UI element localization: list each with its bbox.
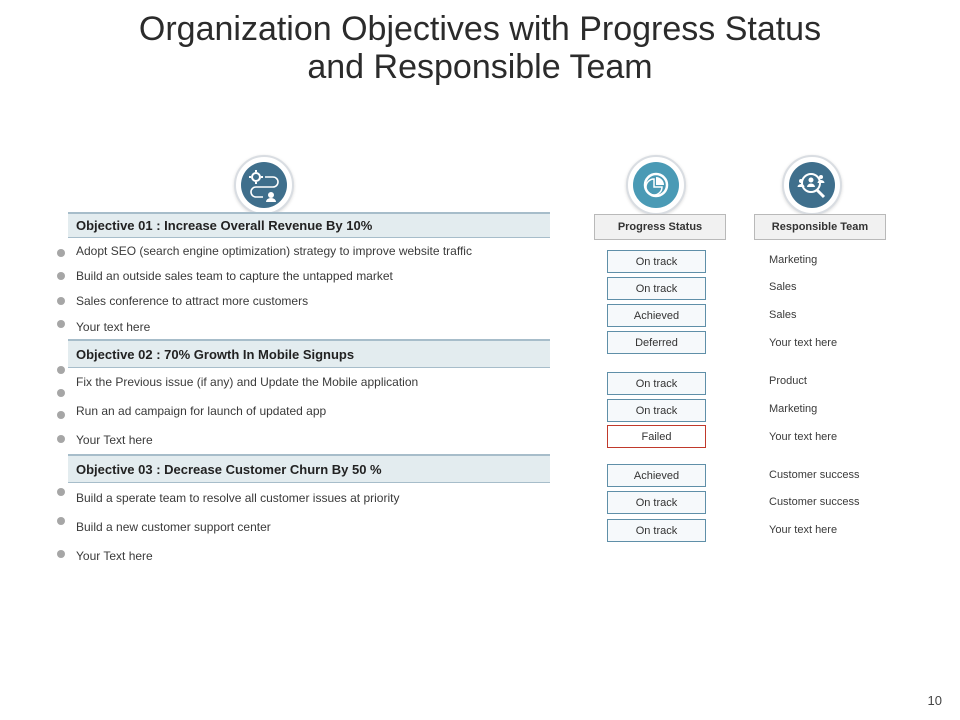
team-icon-badge	[782, 155, 842, 215]
objective-02-header: Objective 02 : 70% Growth In Mobile Signups	[68, 339, 550, 368]
objective-03-header: Objective 03 : Decrease Customer Churn By 50 %	[68, 454, 550, 483]
page-title-line-1: Organization Objectives with Progress Status	[138, 10, 822, 48]
bullet	[57, 320, 65, 328]
team-label: Customer success	[769, 469, 860, 481]
objective-03-item-3: Your Text here	[76, 549, 153, 563]
progress-icon-badge	[626, 155, 686, 215]
team-label: Your text here	[769, 524, 838, 536]
objective-01-item-3: Sales conference to attract more customers	[76, 294, 309, 308]
gear-workflow-icon	[241, 162, 287, 208]
status-badge-failed: Failed	[607, 425, 706, 448]
team-label: Sales	[769, 281, 797, 293]
objectives-icon-badge	[234, 155, 294, 215]
objective-01-header: Objective 01 : Increase Overall Revenue By 10%	[68, 212, 550, 238]
objective-02-item-1: Fix the Previous issue (if any) and Update the Mobile application	[76, 375, 419, 389]
objective-01-item-2: Build an outside sales team to capture the untapped market	[76, 269, 393, 283]
team-label: Your text here	[769, 431, 838, 443]
objective-01-item-1: Adopt SEO (search engine optimization) strategy to improve website traffic	[76, 244, 472, 258]
status-badge: On track	[607, 277, 706, 300]
status-badge: On track	[607, 372, 706, 395]
status-badge: Achieved	[607, 304, 706, 327]
status-badge: On track	[607, 399, 706, 422]
page-title-line-2: and Responsible Team	[307, 48, 653, 86]
progress-status-header: Progress Status	[594, 214, 726, 240]
objective-03-item-1: Build a sperate team to resolve all customer issues at priority	[76, 491, 400, 505]
bullet	[57, 517, 65, 525]
status-badge: Deferred	[607, 331, 706, 354]
team-label: Product	[769, 375, 807, 387]
team-label: Customer success	[769, 496, 860, 508]
bullet	[57, 389, 65, 397]
team-label: Marketing	[769, 254, 818, 266]
responsible-team-header: Responsible Team	[754, 214, 886, 240]
bullet	[57, 272, 65, 280]
team-search-icon	[789, 162, 835, 208]
team-label: Your text here	[769, 337, 838, 349]
page-number: 10	[927, 693, 942, 708]
bullet	[57, 249, 65, 257]
bullet	[57, 366, 65, 374]
bullet	[57, 411, 65, 419]
status-badge: On track	[607, 519, 706, 542]
objective-01-item-4: Your text here	[76, 320, 151, 334]
bullet	[57, 550, 65, 558]
team-label: Sales	[769, 309, 797, 321]
status-badge: On track	[607, 250, 706, 273]
objective-03-item-2: Build a new customer support center	[76, 520, 271, 534]
bullet	[57, 435, 65, 443]
status-badge: On track	[607, 491, 706, 514]
objective-02-item-2: Run an ad campaign for launch of updated app	[76, 404, 327, 418]
bullet	[57, 488, 65, 496]
objective-02-item-3: Your Text here	[76, 433, 153, 447]
bullet	[57, 297, 65, 305]
status-badge: Achieved	[607, 464, 706, 487]
pie-chart-icon	[633, 162, 679, 208]
page-title	[0, 10, 960, 86]
team-label: Marketing	[769, 403, 818, 415]
